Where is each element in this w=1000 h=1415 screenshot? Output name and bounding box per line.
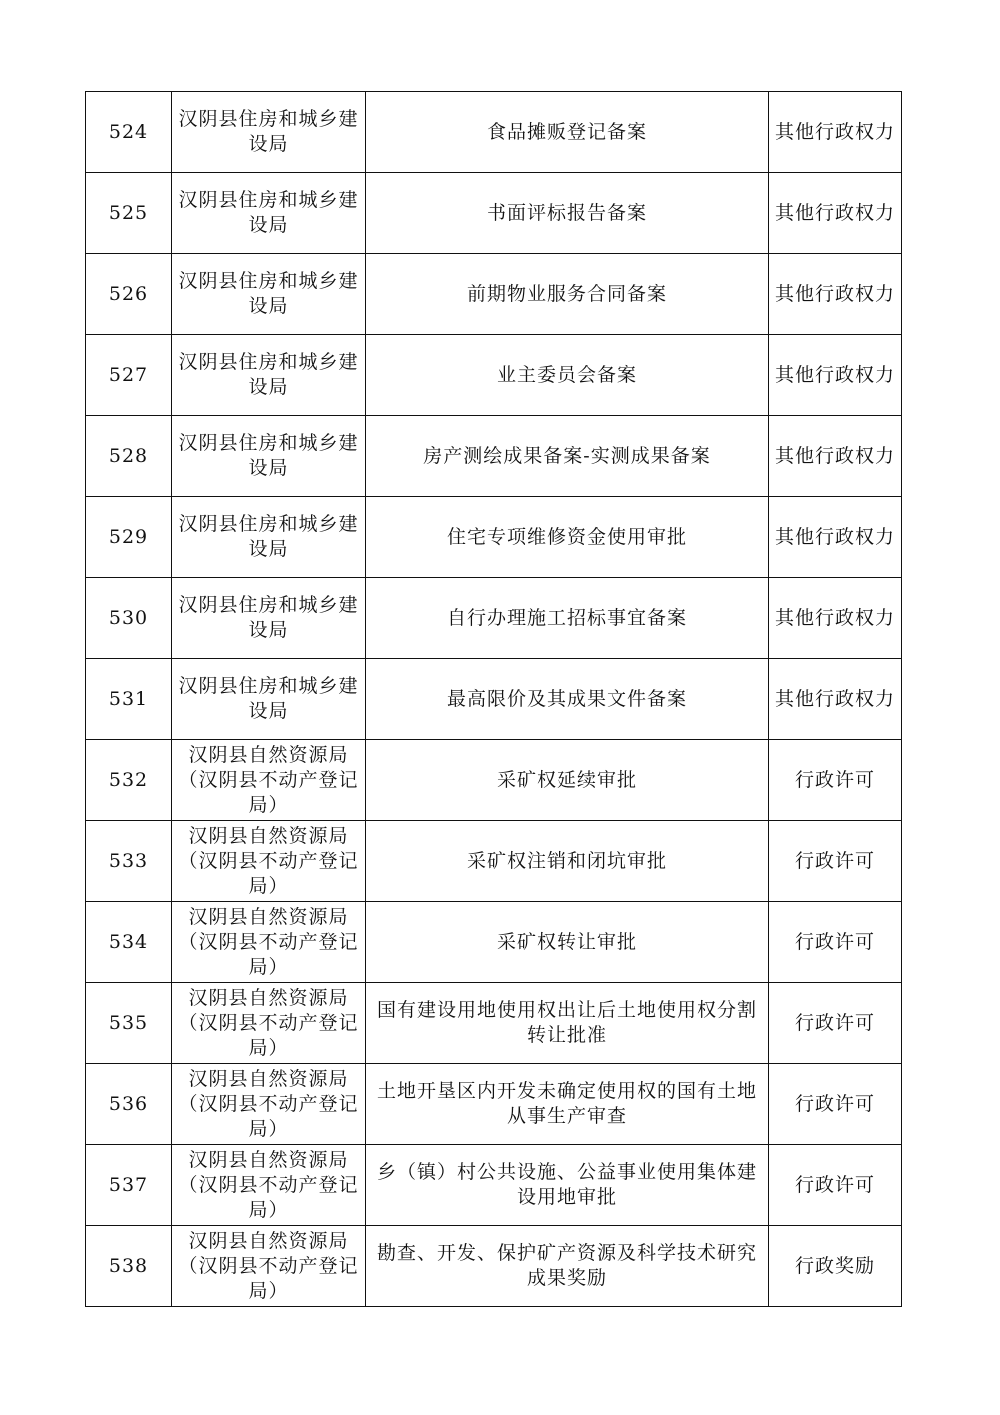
- power-type-cell: 其他行政权力: [769, 92, 902, 173]
- row-number: 535: [86, 983, 172, 1064]
- department-cell: 汉阴县住房和城乡建设局: [172, 254, 366, 335]
- power-type-cell: 其他行政权力: [769, 659, 902, 740]
- table-row: [86, 497, 902, 578]
- row-number: 526: [86, 254, 172, 335]
- department-cell: 汉阴县住房和城乡建设局: [172, 335, 366, 416]
- table-row: [86, 659, 902, 740]
- power-type-cell: 其他行政权力: [769, 416, 902, 497]
- row-number: 530: [86, 578, 172, 659]
- department-cell: 汉阴县住房和城乡建设局: [172, 92, 366, 173]
- row-number: 537: [86, 1145, 172, 1226]
- department-cell: 汉阴县自然资源局（汉阴县不动产登记局）: [172, 902, 366, 983]
- power-type-cell: 其他行政权力: [769, 578, 902, 659]
- table-row: [86, 335, 902, 416]
- row-number: 524: [86, 92, 172, 173]
- department-cell: 汉阴县住房和城乡建设局: [172, 578, 366, 659]
- power-type-cell: 行政许可: [769, 983, 902, 1064]
- row-number: 532: [86, 740, 172, 821]
- power-type-cell: 行政许可: [769, 821, 902, 902]
- power-item-cell: 前期物业服务合同备案: [366, 254, 769, 335]
- power-item-cell: 自行办理施工招标事宜备案: [366, 578, 769, 659]
- row-number: 534: [86, 902, 172, 983]
- table-row: [86, 983, 902, 1064]
- table-row: [86, 1226, 902, 1307]
- power-item-cell: 乡（镇）村公共设施、公益事业使用集体建设用地审批: [366, 1145, 769, 1226]
- power-type-cell: 其他行政权力: [769, 497, 902, 578]
- department-cell: 汉阴县自然资源局（汉阴县不动产登记局）: [172, 983, 366, 1064]
- row-number: 531: [86, 659, 172, 740]
- table-row: [86, 173, 902, 254]
- power-item-cell: 国有建设用地使用权出让后土地使用权分割转让批准: [366, 983, 769, 1064]
- department-cell: 汉阴县住房和城乡建设局: [172, 659, 366, 740]
- power-item-cell: 书面评标报告备案: [366, 173, 769, 254]
- table-row: [86, 416, 902, 497]
- power-item-cell: 土地开垦区内开发未确定使用权的国有土地从事生产审查: [366, 1064, 769, 1145]
- table-row: [86, 740, 902, 821]
- power-type-cell: 其他行政权力: [769, 173, 902, 254]
- department-cell: 汉阴县自然资源局（汉阴县不动产登记局）: [172, 821, 366, 902]
- row-number: 533: [86, 821, 172, 902]
- power-type-cell: 行政许可: [769, 740, 902, 821]
- department-cell: 汉阴县住房和城乡建设局: [172, 416, 366, 497]
- table-row: [86, 92, 902, 173]
- power-item-cell: 采矿权注销和闭坑审批: [366, 821, 769, 902]
- power-type-cell: 行政许可: [769, 902, 902, 983]
- department-cell: 汉阴县自然资源局（汉阴县不动产登记局）: [172, 1226, 366, 1307]
- power-item-cell: 勘查、开发、保护矿产资源及科学技术研究成果奖励: [366, 1226, 769, 1307]
- row-number: 527: [86, 335, 172, 416]
- department-cell: 汉阴县自然资源局（汉阴县不动产登记局）: [172, 740, 366, 821]
- table-row: [86, 1145, 902, 1226]
- row-number: 525: [86, 173, 172, 254]
- power-type-cell: 其他行政权力: [769, 335, 902, 416]
- row-number: 528: [86, 416, 172, 497]
- administrative-powers-table: [85, 91, 902, 1307]
- power-item-cell: 业主委员会备案: [366, 335, 769, 416]
- power-item-cell: 食品摊贩登记备案: [366, 92, 769, 173]
- table-row: [86, 821, 902, 902]
- table-row: [86, 902, 902, 983]
- department-cell: 汉阴县住房和城乡建设局: [172, 173, 366, 254]
- table-row: [86, 578, 902, 659]
- power-type-cell: 行政许可: [769, 1145, 902, 1226]
- department-cell: 汉阴县自然资源局（汉阴县不动产登记局）: [172, 1145, 366, 1226]
- power-type-cell: 行政许可: [769, 1064, 902, 1145]
- table-row: [86, 1064, 902, 1145]
- row-number: 536: [86, 1064, 172, 1145]
- power-item-cell: 最高限价及其成果文件备案: [366, 659, 769, 740]
- department-cell: 汉阴县自然资源局（汉阴县不动产登记局）: [172, 1064, 366, 1145]
- power-item-cell: 房产测绘成果备案-实测成果备案: [366, 416, 769, 497]
- power-type-cell: 行政奖励: [769, 1226, 902, 1307]
- row-number: 529: [86, 497, 172, 578]
- power-item-cell: 采矿权转让审批: [366, 902, 769, 983]
- power-item-cell: 采矿权延续审批: [366, 740, 769, 821]
- row-number: 538: [86, 1226, 172, 1307]
- department-cell: 汉阴县住房和城乡建设局: [172, 497, 366, 578]
- table-body: [86, 92, 902, 1307]
- power-item-cell: 住宅专项维修资金使用审批: [366, 497, 769, 578]
- power-type-cell: 其他行政权力: [769, 254, 902, 335]
- table-row: [86, 254, 902, 335]
